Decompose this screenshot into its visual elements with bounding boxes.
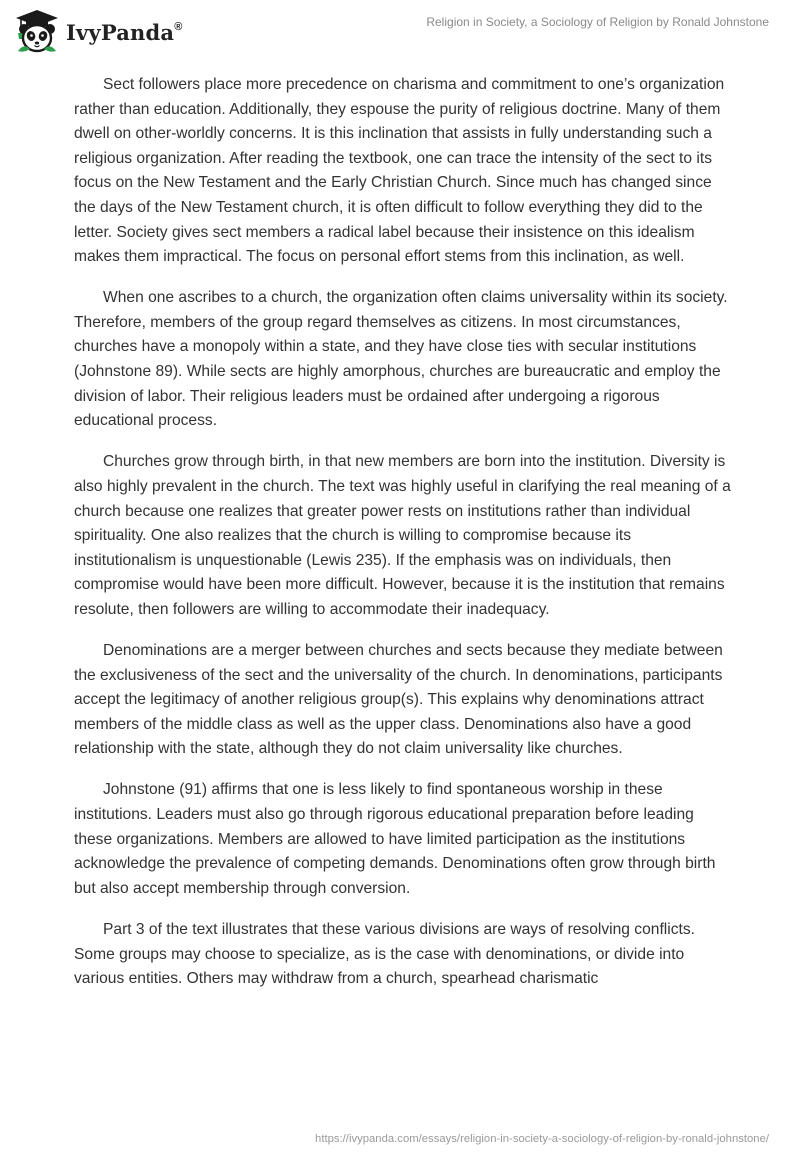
paragraph: Sect followers place more precedence on charisma and commitment to one’s organization rather than education. Additionally, they espouse the purity of religious doctrine. Many of them dwell on other-worldly concerns. It is this inclination that assists in fully understanding such a religious organization. After reading the textbook, one can trace the intensity of the sect to its focus on the New Testament and the Early Christian Church. Since much has changed since the days of the New Testament church, it is often difficult to follow everything they did to the letter. Society gives sect members a radical label because their insistence on this idealism makes them impractical. The focus on personal effort stems from this inclination, as well.	[74, 76, 725, 266]
document-title: Religion in Society, a Sociology of Religion by Ronald Johnstone	[426, 15, 769, 29]
paragraph: Part 3 of the text illustrates that these various divisions are ways of resolving conflicts. Some groups may choose to specialize, as is the case with denominations, or divide into various entities. Others may withdraw from a church, spearhead charismatic	[74, 920, 695, 988]
essay-body	[74, 73, 734, 1008]
logo-wordmark	[66, 19, 183, 45]
panda-graduate-icon	[12, 7, 62, 57]
paragraph: Denominations are a merger between churches and sects because they mediate between the exclusiveness of the sect and the universality of the church. In denominations, participants accept the legitimacy of another religious group(s). This explains why denominations attract members of the middle class as well as the upper class. Denominations also have a good relationship with the state, although they do not claim universality like churches.	[74, 641, 723, 758]
paragraph: When one ascribes to a church, the organization often claims universality within its society. Therefore, members of the group regard themselves as citizens. In most circumstances, churches have a monopoly within a state, and they have close ties with secular institutions (Johnstone 89). While sects are highly amorphous, churches are bureaucratic and employ the division of labor. Their religious leaders must be ordained after undergoing a rigorous educational process.	[74, 289, 728, 430]
logo-name: IvyPanda	[66, 19, 175, 45]
paragraph: Churches grow through birth, in that new members are born into the institution. Diversity is also highly prevalent in the church. The text was highly useful in clarifying the real meaning of a church because one realizes that greater power rests on institutions rather than individual spirituality. One also realizes that the church is willing to compromise because its institutionalism is unquestionable (Lewis 235). If the emphasis was on individuals, then compromise would have been more difficult. However, because it is the institution that remains resolute, then followers are willing to accommodate their inadequacy.	[74, 453, 731, 618]
page-header	[0, 0, 800, 60]
paragraph: Johnstone (91) affirms that one is less likely to find spontaneous worship in these institutions. Leaders must also go through rigorous educational preparation before leading these organizations. Members are allowed to have limited participation as the institutions acknowledge the prevalence of competing demands. Denominations often grow through birth but also accept membership through conversion.	[74, 781, 716, 897]
source-url-link[interactable]: https://ivypanda.com/essays/religion-in-society-a-sociology-of-religion-by-ronald-johnstone/	[315, 1133, 769, 1145]
registered-mark: ®	[174, 20, 183, 33]
ivypanda-logo[interactable]	[12, 7, 183, 57]
